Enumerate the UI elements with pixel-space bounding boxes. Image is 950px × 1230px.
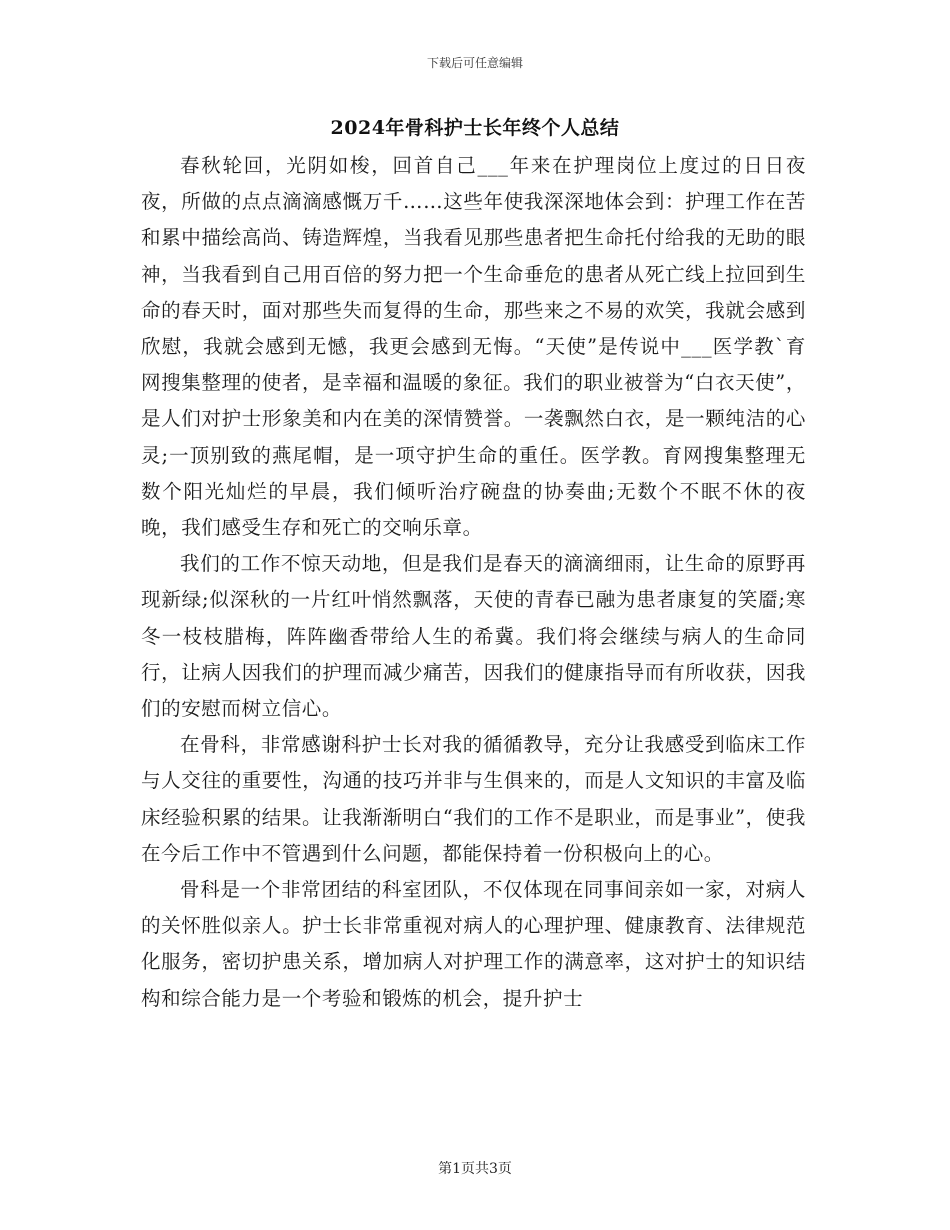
paragraph-3: 在骨科，非常感谢科护士长对我的循循教导，充分让我感受到临床工作与人交往的重要性，沟通的技巧并非与生俱来的，而是人文知识的丰富及临床经验积累的结果。让我渐渐明白“我们的工作不是职业，而是事业”，使我在今后工作中不管遇到什么问题，都能保持着一份积极向上的心。 xyxy=(141,733,806,865)
document-body xyxy=(141,148,806,1017)
document-title: 2024年骨科护士长年终个人总结 xyxy=(330,117,620,139)
paragraph-4: 骨科是一个非常团结的科室团队，不仅体现在同事间亲如一家，对病人的关怀胜似亲人。护士长非常重视对病人的心理护理、健康教育、法律规范化服务，密切护患关系，增加病人对护理工作的满意率，这对护士的知识结构和综合能力是一个考验和锻炼的机会，提升护士 xyxy=(141,878,806,1010)
page-number: 第1页共3页 xyxy=(438,1161,512,1177)
page-header-note: 下载后可任意编辑 xyxy=(426,56,523,70)
paragraph-1: 春秋轮回，光阴如梭，回首自己___年来在护理岗位上度过的日日夜夜，所做的点点滴滴感慨万千……这些年使我深深地体会到：护理工作在苦和累中描绘高尚、铸造辉煌，当我看见那些患者把生命托付给我的无助的眼神，当我看到自己用百倍的努力把一个生命垂危的患者从死亡线上拉回到生命的春天时，面对那些失而复得的生命，那些来之不易的欢笑，我就会感到欣慰，我就会感到无憾，我更会感到无悔。“天使”是传说中___医学教`育网搜集整理的使者，是幸福和温暖的象征。我们的职业被誉为“白衣天使”，是人们对护士形象美和内在美的深情赞誉。一袭飘然白衣，是一颗纯洁的心灵;一顶别致的燕尾帽，是一项守护生命的重任。医学教。育网搜集整理无数个阳光灿烂的早晨，我们倾听治疗碗盘的协奏曲;无数个不眠不休的夜晚，我们感受生存和死亡的交响乐章。 xyxy=(141,154,806,540)
paragraph-2: 我们的工作不惊天动地，但是我们是春天的滴滴细雨，让生命的原野再现新绿;似深秋的一片红叶悄然飘落，天使的青春已融为患者康复的笑靥;寒冬一枝枝腊梅，阵阵幽香带给人生的希冀。我们将会继续与病人的生命同行，让病人因我们的护理而减少痛苦，因我们的健康指导而有所收获，因我们的安慰而树立信心。 xyxy=(141,552,806,721)
